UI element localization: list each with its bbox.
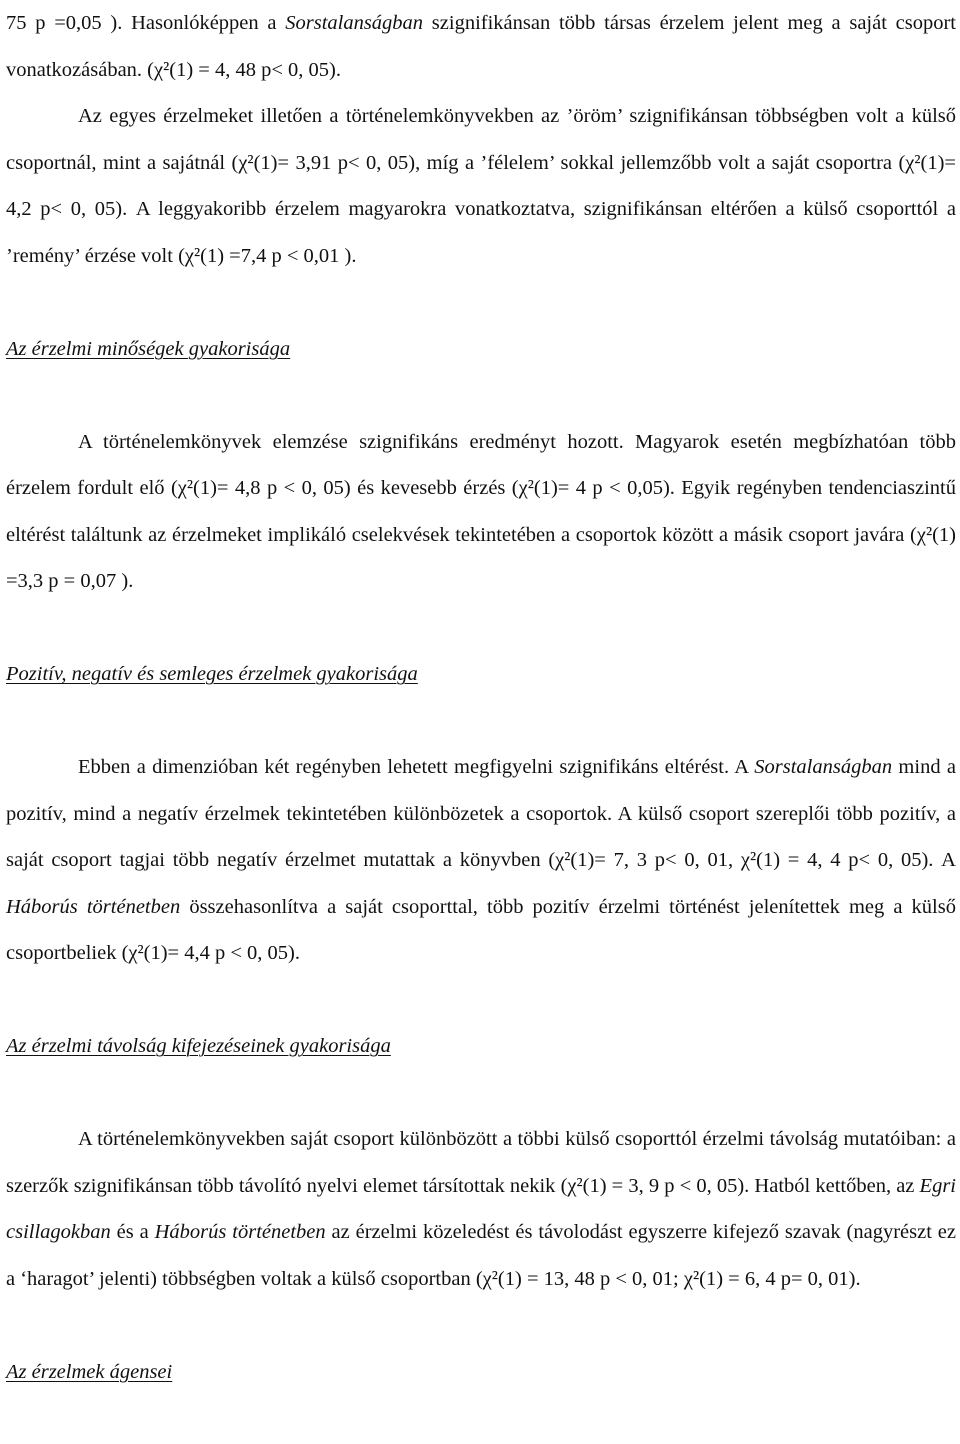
- text-span: A történelemkönyvekben saját csoport különbözött a többi külső csoporttól érzelmi távolság mutatóiban: a szerzők szignifikánsan több távolító nyelvi elemet társítottak nekik (χ²(1) = 3, 9 p < 0, 05). Hatból kettőben, az: [6, 1128, 956, 1197]
- paragraph-history-books: Az egyes érzelmeket illetően a történelemkönyvekben az ’öröm’ szignifikánsan többségben volt a külső csoportnál, mint a sajátnál (χ²(1)= 3,91 p< 0, 05), míg a ’félelem’ sokkal jellemzőbb volt a saját csoportra (χ²(1)= 4,2 p< 0, 05). A leggyakoribb érzelem magyarokra vonatkoztatva, szignifikánsan eltérően a külső csoporttól a ’remény’ érzése volt (χ²(1) =7,4 p < 0,01 ).: [6, 105, 956, 267]
- text-span: összehasonlítva a saját csoporttal, több pozitív érzelmi történést jelenítettek meg a külső csoportbeliek (χ²(1)= 4,4 p < 0, 05).: [6, 895, 956, 964]
- section-heading-valence: Pozitív, negatív és semleges érzelmek gyakorisága: [6, 663, 418, 685]
- paragraph-continuation: [6, 0, 956, 93]
- text-span: mind a pozitív, mind a negatív érzelmek tekintetében különbözetek a csoportok. A külső csoport szereplői több pozitív, a saját csoport tagjai több negatív érzelmet mutattak a könyvben (χ²(1)= 7, 3 p< 0, 01, χ²(1) = 4, 4 p< 0, 05). A: [6, 756, 956, 871]
- paragraph-emotional-distance: [6, 1116, 956, 1302]
- spacer: [6, 605, 956, 652]
- text-span: szignifikánsan több társas érzelem jelent meg a saját csoport vonatkozásában. (χ²(1) = 4, 48 p< 0, 05).: [6, 12, 956, 81]
- text-span: és a: [110, 1221, 155, 1243]
- section-heading-agents: Az érzelmek ágensei: [6, 1360, 173, 1383]
- text-span: Ebben a dimenzióban két regényben lehetett megfigyelni szignifikáns eltérést. A: [78, 756, 755, 778]
- document-page: [6, 0, 956, 1395]
- spacer: [6, 279, 956, 326]
- paragraph-emotional-qualities: A történelemkönyvek elemzése szignifikáns eredményt hozott. Magyarok esetén megbízhatóan több érzelem fordult elő (χ²(1)= 4,8 p < 0, 05) és kevesebb érzés (χ²(1)= 4 p < 0,05). Egyik regényben tendenciaszintű eltérést találtunk az érzelmeket implikáló cselekvések tekintetében a csoportok között a másik csoport javára (χ²(1) =3,3 p = 0,07 ).: [6, 430, 956, 592]
- text-span: 75 p =0,05 ). Hasonlóképpen a: [6, 12, 286, 34]
- spacer: [6, 372, 956, 419]
- book-title: Sorstalanságban: [754, 756, 893, 778]
- spacer: [6, 1302, 956, 1349]
- spacer: [6, 1070, 956, 1117]
- section-heading-emotional-qualities: Az érzelmi minőségek gyakorisága: [6, 337, 291, 360]
- spacer: [6, 698, 956, 745]
- spacer: [6, 977, 956, 1024]
- book-title: Háborús történetben: [6, 895, 181, 918]
- text-span: az érzelmi közeledést és távolodást egyszerre kifejező szavak (nagyrészt ez a ‘haragot’ jelenti) többségben voltak a külső csoportban (χ²(1) = 13, 48 p < 0, 01; χ²(1) = 6, 4 p= 0, 01).: [6, 1221, 956, 1290]
- book-title: Sorstalanságban: [285, 12, 424, 34]
- section-heading-emotional-distance: Az érzelmi távolság kifejezéseinek gyakorisága: [6, 1035, 391, 1057]
- paragraph-valence: [6, 744, 956, 977]
- book-title: Egri csillagokban: [6, 1174, 956, 1243]
- book-title: Háborús történetben: [154, 1221, 326, 1243]
